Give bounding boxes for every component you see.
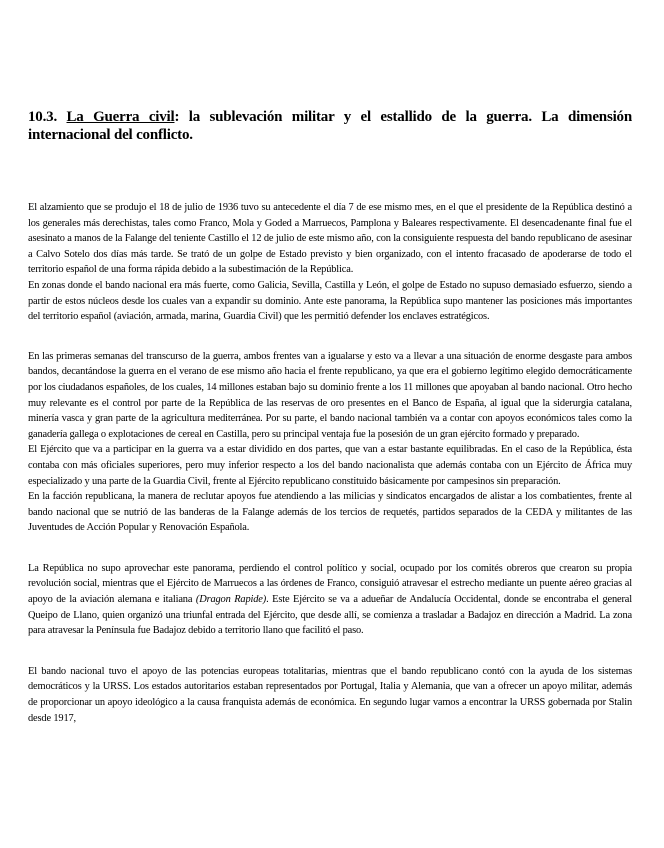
page-title — [28, 108, 632, 144]
paragraph: El bando nacional tuvo el apoyo de las potencias europeas totalitarias, mientras que el bando republicano contó con la ayuda de los sistemas democráticos y la URSS. Los estados autoritarios estaban representados por Portugal, Italia y Alemania, que van a ofrecer un apoyo militar, además de proporcionar un apoyo ideológico a la causa franquista además de económica. En segundo lugar vamos a encontrar la URSS gobernada por Stalin desde 1917, — [28, 665, 632, 724]
paragraph-text: La República no supo aprovechar este panorama, perdiendo el control político y social, ocupado por los comités obreros que crearon su propia revolución social, mientras que el Ejército de Marruecos a las órdenes de Franco, consiguió atravesar el estrecho mediante un puente aéreo gracias al apoyo de la aviación alemana e italiana — [28, 562, 632, 606]
paragraph: En la facción republicana, la manera de reclutar apoyos fue atendiendo a las milicias y sindicatos encargados de alistar a los combatientes, frente al bando nacional que se nutrió de las banderas de la Falange además de los tercios de requetés, partidos separados de la CEDA y militantes de las Juventudes de Acción Popular y Renovación Española. — [28, 491, 632, 534]
paragraph: El alzamiento que se produjo el 18 de julio de 1936 tuvo su antecedente el día 7 de ese mismo mes, en el que el presidente de la República destinó a los generales más derechistas, tales como Franco, Mola y Goded a Marruecos, Pamplona y Baleares respectivamente. El desencadenante final fue el asesinato a manos de la Falange del teniente Castillo el 12 de julio de este mismo año, con la consiguiente respuesta del bando republicano de asesinar a Calvo Sotelo dos días más tarde. Se trató de un golpe de Estado previsto y bien organizado, con el intento fracasado de apoderarse de todo el territorio español de una forma rápida debido a la subestimación de la República. — [28, 202, 632, 276]
title-topic: La Guerra civil — [66, 109, 175, 125]
paragraph-gap — [28, 639, 632, 664]
title-number: 10.3. — [28, 109, 58, 125]
italic-term: (Dragon Rapide) — [195, 594, 267, 606]
title-rest: : la sublevación militar y el estallido de la guerra. La dimensión internacional del conflicto. — [28, 109, 632, 143]
paragraph: El Ejército que va a participar en la guerra va a estar dividido en dos partes, que van a estar bastante equilibradas. En el caso de la República, ésta contaba con más oficiales superiores, pero muy inferior respecto a los del bando nacionalista que además contaba con un Ejército de África muy especializado y una parte de la Guardia Civil, frente al Ejército republicano constituido básicamente por campesinos sin preparación. — [28, 444, 632, 487]
paragraph: En zonas donde el bando nacional era más fuerte, como Galicia, Sevilla, Castilla y León, el golpe de Estado no supuso demasiado esfuerzo, siendo a partir de estos núcleos desde los cuales van a expandir su dominio. Ante este panorama, la República supo mantener las posiciones más importantes del territorio español (aviación, armada, marina, Guardia Civil) que les permitió defender los enclaves estratégicos. — [28, 279, 632, 323]
document-page — [28, 108, 632, 726]
paragraph-gap — [28, 325, 632, 349]
paragraph — [28, 561, 632, 639]
paragraph-gap — [28, 536, 632, 561]
paragraph-text: . Este Ejército se va a adueñar de Andalucía Occidental, donde se encontraba el general Queipo de Llano, quien organizó una triunfal entrada del Ejército, que desde allí, se comienza a trasladar a Badajoz en dirección a Madrid. La zona para atravesar la Península fue Badajoz debido a territorio llano que facilitó el paso. — [28, 594, 632, 637]
paragraph: En las primeras semanas del transcurso de la guerra, ambos frentes van a igualarse y esto va a llevar a una situación de enorme desgaste para ambos bandos, decantándose la guerra en el verano de ese mismo año hacia el frente republicano, ya que era el gobierno legítimo elegido democráticamente por los ciudadanos españoles, de los cuales, 14 millones estaban bajo su dominio frente a los 11 millones que apoyaban al bando nacional. Otro hecho muy relevante es el control por parte de la República de las reservas de oro presentes en el Banco de España, al igual que la siderurgia catalana, minería vasca y gran parte de la agricultura mediterránea. Por su parte, el bando nacional también va a contar con apoyos económicos tales como la ganadería gallega o explotaciones de cereal en Castilla, pero su principal ventaja fue la posesión de un gran ejército formado y preparado. — [28, 350, 632, 440]
